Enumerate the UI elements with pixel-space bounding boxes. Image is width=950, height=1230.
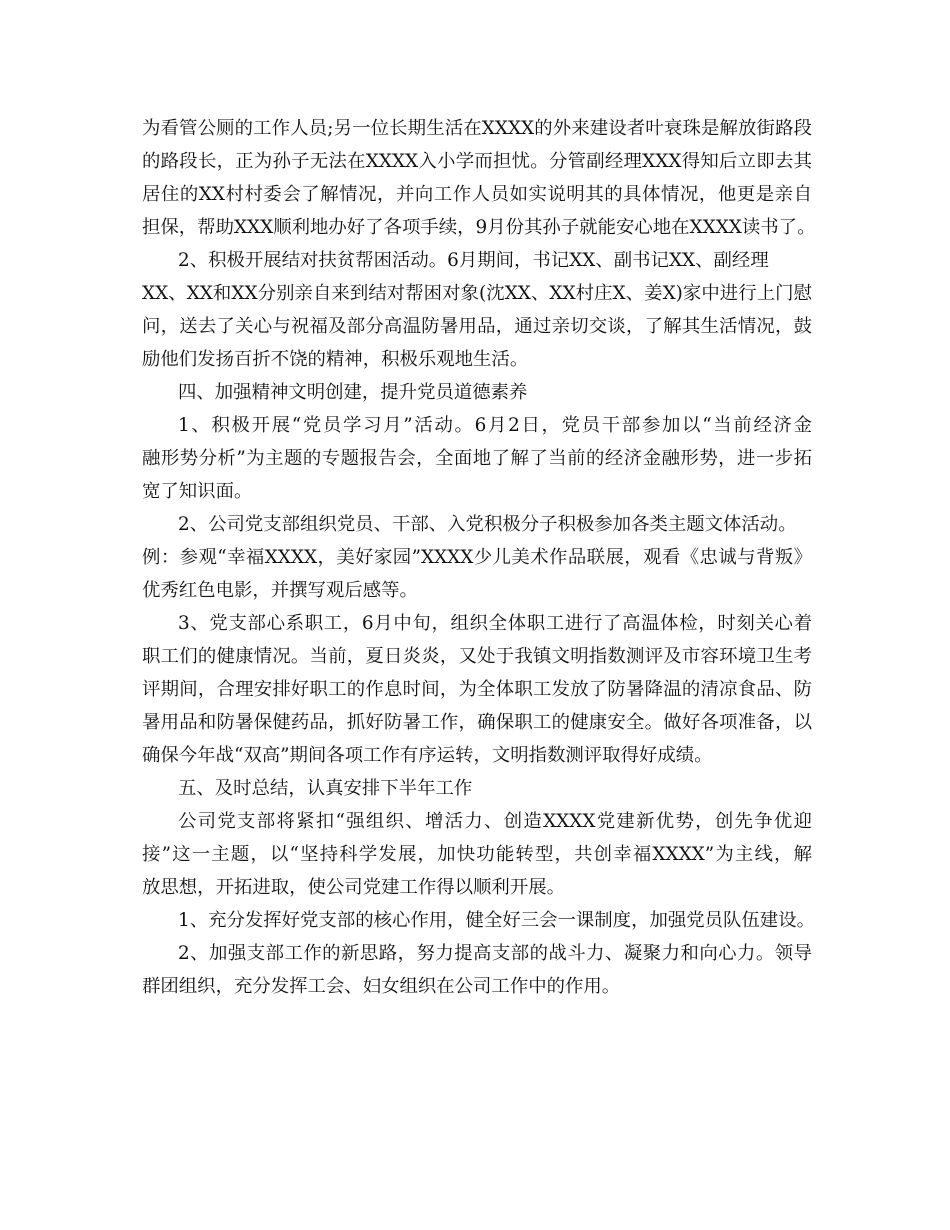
text-line: 的路段长，正为孙子无法在XXXX入小学而担忧。分管副经理XXX得知后立即去其 [142,151,812,172]
paragraph-first-line: 2、公司党支部组织党员、干部、入党积极分子积极参加各类主题文体活动。 [178,514,797,535]
paragraph-first-line: 1、充分发挥好党支部的核心作用，健全好三会一课制度，加强党员队伍建设。 [178,910,815,931]
paragraph-first-line: 1、积极开展“党员学习月”活动。6月2日，党员干部参加以“当前经济金 [178,415,812,436]
text-line: 例：参观“幸福XXXX，美好家园”XXXX少儿美术作品联展，观看《忠诚与背叛》 [142,547,812,568]
section-heading: 五、及时总结，认真安排下半年工作 [178,778,473,799]
text-line: 接”这一主题，以“坚持科学发展，加快功能转型，共创幸福XXXX”为主线，解 [142,844,812,865]
paragraph-first-line: 2、加强支部工作的新思路，努力提高支部的战斗力、凝聚力和向心力。领导 [178,943,812,964]
text-line: 确保今年战“双高”期间各项工作有序运转，文明指数测评取得好成绩。 [142,745,713,766]
text-line: 问，送去了关心与祝福及部分高温防暑用品，通过亲切交谈，了解其生活情况，鼓 [142,316,812,337]
text-line: 群团组织，充分发挥工会、妇女组织在公司工作中的作用。 [142,976,621,997]
text-line: 居住的XX村村委会了解情况，并向工作人员如实说明其的具体情况，他更是亲自 [142,184,812,205]
text-line: 励他们发扬百折不饶的精神，积极乐观地生活。 [142,349,529,370]
text-line: 职工们的健康情况。当前，夏日炎炎，又处于我镇文明指数测评及市容环境卫生考 [142,646,812,667]
text-line: 为看管公厕的工作人员;另一位长期生活在XXXX的外来建设者叶衰珠是解放街路段 [142,118,812,139]
text-line: 宽了知识面。 [142,481,253,502]
section-heading: 四、加强精神文明创建，提升党员道德素养 [178,382,528,403]
document-body [142,112,816,1003]
text-line: XX、XX和XX分别亲自来到结对帮困对象(沈XX、XX村庄X、姜X)家中进行上门慰 [142,283,812,304]
paragraph-first-line: 公司党支部将紧扣“强组织、增活力、创造XXXX党建新优势，创先争优迎 [178,811,812,832]
text-line: 优秀红色电影，并撰写观后感等。 [142,580,418,601]
text-line: 担保，帮助XXX顺利地办好了各项手续，9月份其孙子就能安心地在XXXX读书了。 [142,217,816,238]
paragraph-first-line: 3、党支部心系职工，6月中旬，组织全体职工进行了高温体检，时刻关心着 [178,613,812,634]
paragraph-first-line: 2、积极开展结对扶贫帮困活动。6月期间，书记XX、副书记XX、副经理 [178,250,769,271]
text-line: 放思想，开拓进取，使公司党建工作得以顺利开展。 [142,877,565,898]
text-line: 评期间，合理安排好职工的作息时间，为全体职工发放了防暑降温的清凉食品、防 [142,679,812,700]
text-line: 融形势分析”为主题的专题报告会，全面地了解了当前的经济金融形势，进一步拓 [142,448,812,469]
text-line: 暑用品和防暑保健药品，抓好防暑工作，确保职工的健康安全。做好各项准备，以 [142,712,812,733]
